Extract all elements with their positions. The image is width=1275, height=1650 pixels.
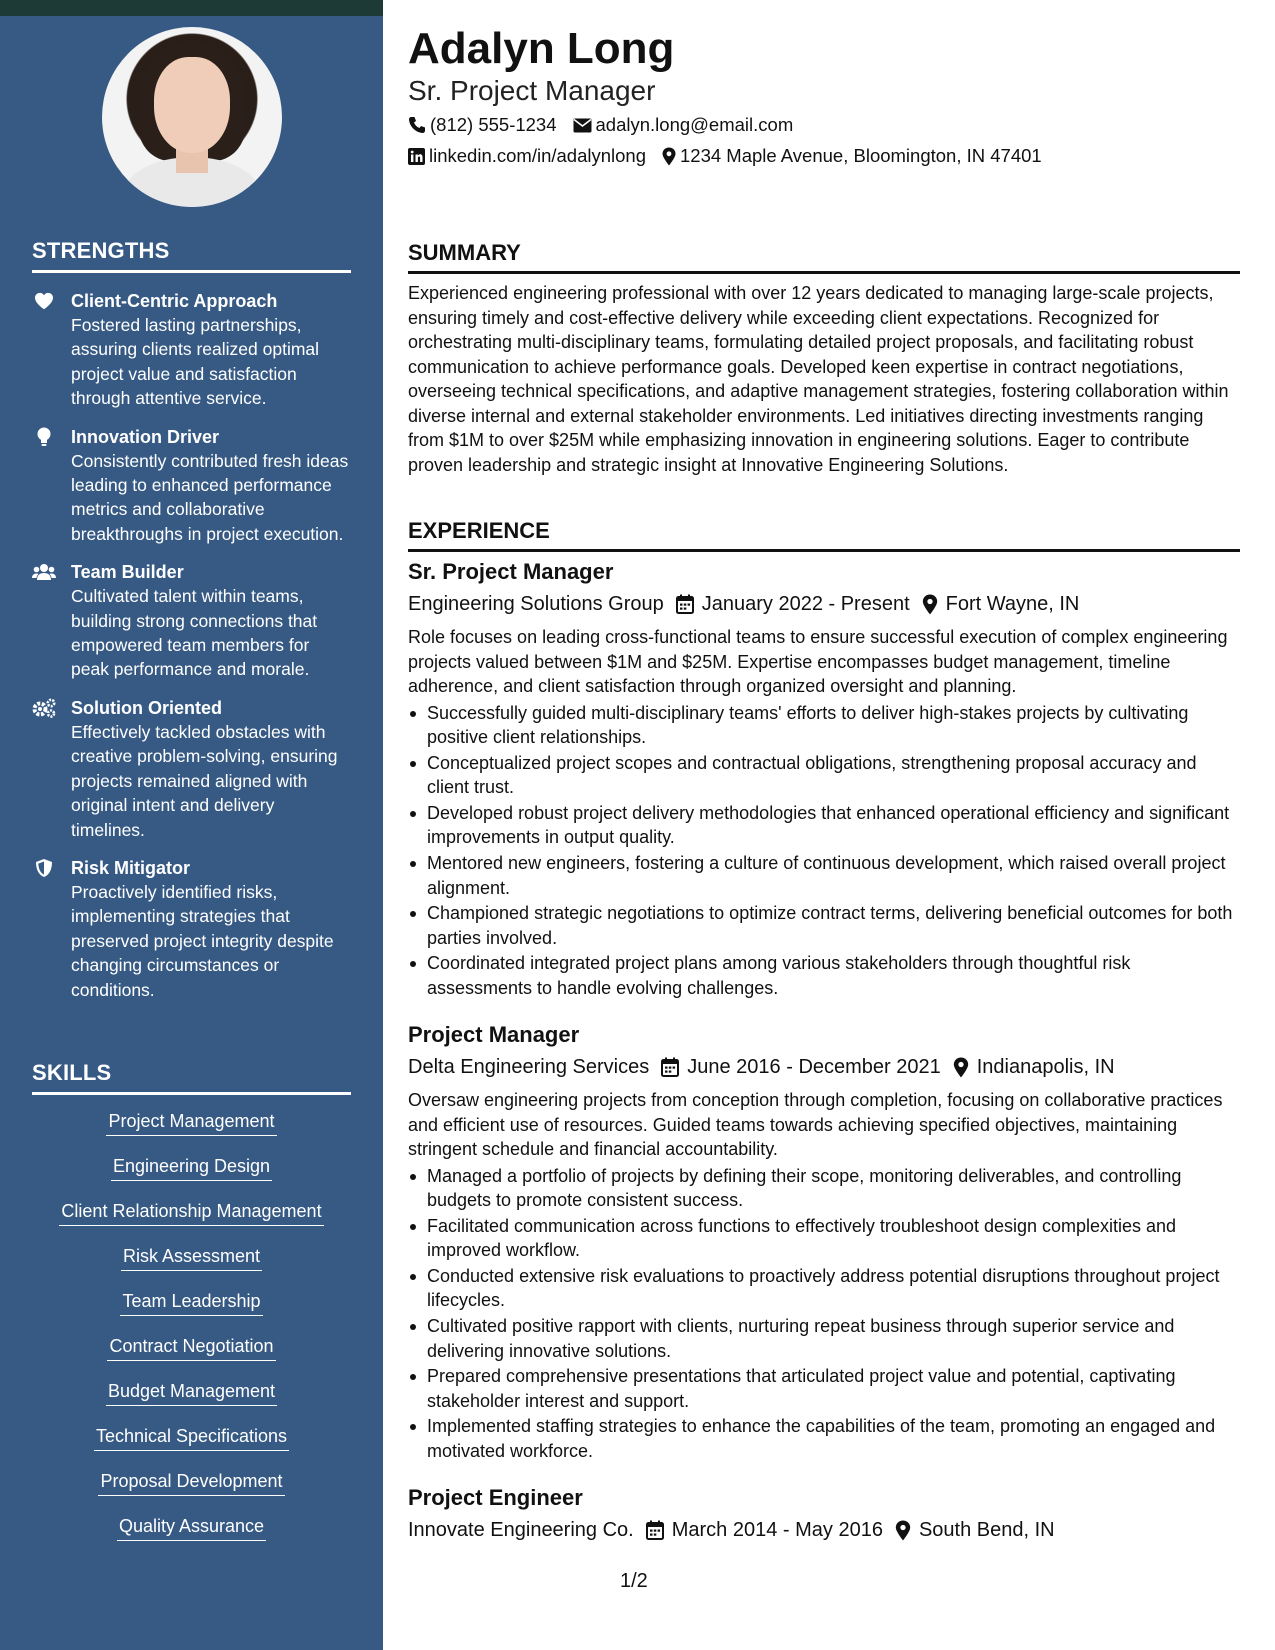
list-item: Successfully guided multi-disciplinary teams' efforts to deliver high-stakes projects by cultivating positive client relationships.: [408, 701, 1240, 750]
strength-item: [32, 425, 351, 547]
skill-item: Budget Management: [32, 1377, 351, 1422]
email-text: adalyn.long@email.com: [595, 114, 794, 135]
lightbulb-icon: [32, 427, 56, 447]
job-entry: [408, 1483, 1240, 1545]
skill-item: Client Relationship Management: [32, 1197, 351, 1242]
list-item: Implemented staffing strategies to enhance the capabilities of the team, promoting an engaged and motivated workforce.: [408, 1414, 1240, 1463]
job-dates: June 2016 - December 2021: [687, 1056, 941, 1078]
skill-item: Engineering Design: [32, 1152, 351, 1197]
list-item: Developed robust project delivery methodologies that enhanced operational efficiency and significant improvements in output quality.: [408, 801, 1240, 850]
job-title: Project Engineer: [408, 1485, 583, 1510]
job-meta: [408, 1515, 1240, 1545]
linkedin-contact[interactable]: [408, 144, 646, 168]
skill-item: Team Leadership: [32, 1287, 351, 1332]
list-item: Facilitated communication across functions to effectively troubleshoot design complexities and improved workflow.: [408, 1214, 1240, 1263]
strength-description: Cultivated talent within teams, building strong connections that empowered team members for peak performance and morale.: [71, 586, 318, 680]
list-item: Coordinated integrated project plans among various stakeholders through thoughtful risk assessments to handle evolving challenges.: [408, 951, 1240, 1000]
list-item: Prepared comprehensive presentations that articulated project value and potential, captivating stakeholder interest and support.: [408, 1364, 1240, 1413]
job-bullets: [408, 701, 1240, 1001]
list-item: Conducted extensive risk evaluations to proactively address potential disruptions throughout project lifecycles.: [408, 1264, 1240, 1313]
gears-icon: [32, 698, 56, 718]
strength-item: [32, 560, 351, 682]
strength-title: Team Builder: [71, 562, 184, 583]
job-location: Fort Wayne, IN: [945, 593, 1080, 615]
list-item: Cultivated positive rapport with clients, nurturing repeat business through superior service and delivering innovative solutions.: [408, 1314, 1240, 1363]
list-item: Championed strategic negotiations to optimize contract terms, delivering beneficial outcomes for both parties involved.: [408, 901, 1240, 950]
candidate-name: Adalyn Long: [408, 24, 675, 73]
phone-contact[interactable]: [408, 113, 557, 137]
job-description: Oversaw engineering projects from conception through completion, focusing on collaborative practices and efficient use of resources. Guided teams towards achieving specified objectives, maintaining stringent schedule and financial accountability.: [408, 1090, 1223, 1159]
strength-description: Effectively tackled obstacles with creative problem-solving, ensuring projects remained aligned with original intent and delivery timelines.: [71, 721, 338, 840]
job-title: Sr. Project Manager: [408, 559, 614, 584]
job-entry: [408, 557, 1240, 1000]
job-location: Indianapolis, IN: [976, 1056, 1115, 1078]
phone-text: (812) 555-1234: [430, 114, 557, 135]
page-number: 1/2: [620, 1570, 648, 1592]
job-title: Project Manager: [408, 1022, 580, 1047]
strength-description: Consistently contributed fresh ideas leading to enhanced performance metrics and collaborative breakthroughs in project execution.: [71, 450, 349, 544]
skills-list: [32, 1107, 351, 1557]
strength-item: [32, 856, 351, 1002]
summary-text: Experienced engineering professional with over 12 years dedicated to managing large-scale projects, ensuring timely and cost-effective delivery while exceeding client expectations. Recognized for orchestrating multi-disciplinary teams, formulating detailed project proposals, and facilitating robust communication to achieve performance goals. Developed keen expertise in contract negotiations, overseeing technical specifications, and adaptive management strategies, fostering collaboration within diverse internal and external stakeholder environments. Led initiatives directing investments ranging from $1M to over $25M while emphasizing innovation in engineering solutions. Eager to contribute proven leadership and strategic insight at Innovative Engineering Solutions.: [408, 283, 1229, 475]
candidate-title: Sr. Project Manager: [408, 75, 656, 106]
job-dates: March 2014 - May 2016: [671, 1519, 883, 1541]
job-entry: [408, 1020, 1240, 1463]
sidebar-top-bar: [0, 0, 383, 16]
skill-item: Proposal Development: [32, 1467, 351, 1512]
profile-photo: [102, 27, 282, 207]
job-description: Role focuses on leading cross-functional teams to ensure successful execution of complex engineering projects valued between $1M and $25M. Expertise encompasses budget management, timeline adherence, and client satisfaction through organized oversight and planning.: [408, 627, 1228, 696]
skill-item: Contract Negotiation: [32, 1332, 351, 1377]
phone-icon: [408, 116, 426, 134]
strengths-section: [32, 238, 351, 1002]
sidebar: [0, 0, 383, 1650]
map-pin-icon: [922, 594, 938, 615]
job-meta: [408, 1052, 1240, 1082]
skill-item: Quality Assurance: [32, 1512, 351, 1557]
job-bullets: [408, 1164, 1240, 1464]
email-contact[interactable]: [573, 113, 794, 137]
strength-description: Proactively identified risks, implementing strategies that preserved project integrity despite changing circumstances or conditions.: [71, 881, 334, 1000]
strength-item: [32, 696, 351, 842]
address-text: 1234 Maple Avenue, Bloomington, IN 47401: [680, 145, 1042, 166]
job-company: Innovate Engineering Co.: [408, 1519, 634, 1541]
skills-section: [32, 1060, 351, 1557]
map-pin-icon: [662, 147, 676, 166]
strength-item: [32, 289, 351, 411]
skill-item: Technical Specifications: [32, 1422, 351, 1467]
job-meta: [408, 589, 1240, 619]
summary-heading: SUMMARY: [408, 240, 1240, 274]
envelope-icon: [573, 118, 592, 133]
strength-title: Innovation Driver: [71, 426, 220, 447]
address-contact: [662, 144, 1042, 168]
skill-item: Project Management: [32, 1107, 351, 1152]
heart-icon: [32, 291, 56, 311]
map-pin-icon: [953, 1057, 969, 1078]
skill-item: Risk Assessment: [32, 1242, 351, 1287]
strength-description: Fostered lasting partnerships, assuring clients realized optimal project value and satisfaction through attentive service.: [71, 315, 320, 409]
map-pin-icon: [895, 1520, 911, 1541]
experience-heading: EXPERIENCE: [408, 518, 1240, 552]
job-location: South Bend, IN: [918, 1519, 1055, 1541]
strength-title: Risk Mitigator: [71, 857, 191, 878]
contact-row-2: [408, 144, 1058, 168]
job-company: Engineering Solutions Group: [408, 593, 664, 615]
job-company: Delta Engineering Services: [408, 1056, 650, 1078]
list-item: Managed a portfolio of projects by defining their scope, monitoring deliverables, and controlling budgets to promote consistent success.: [408, 1164, 1240, 1213]
strength-title: Client-Centric Approach: [71, 291, 278, 311]
shield-icon: [32, 858, 56, 878]
contact-row-1: [408, 113, 809, 137]
linkedin-text: linkedin.com/in/adalynlong: [429, 145, 646, 166]
calendar-icon: [646, 1520, 664, 1540]
job-dates: January 2022 - Present: [701, 593, 910, 615]
calendar-icon: [661, 1057, 679, 1077]
list-item: Mentored new engineers, fostering a culture of continuous development, which raised overall project alignment.: [408, 851, 1240, 900]
skills-heading: SKILLS: [32, 1060, 351, 1095]
strength-title: Solution Oriented: [71, 697, 222, 718]
calendar-icon: [676, 594, 694, 614]
linkedin-icon: [408, 148, 425, 165]
users-icon: [32, 562, 56, 582]
strengths-heading: STRENGTHS: [32, 238, 351, 273]
list-item: Conceptualized project scopes and contractual obligations, strengthening proposal accuracy and client trust.: [408, 751, 1240, 800]
